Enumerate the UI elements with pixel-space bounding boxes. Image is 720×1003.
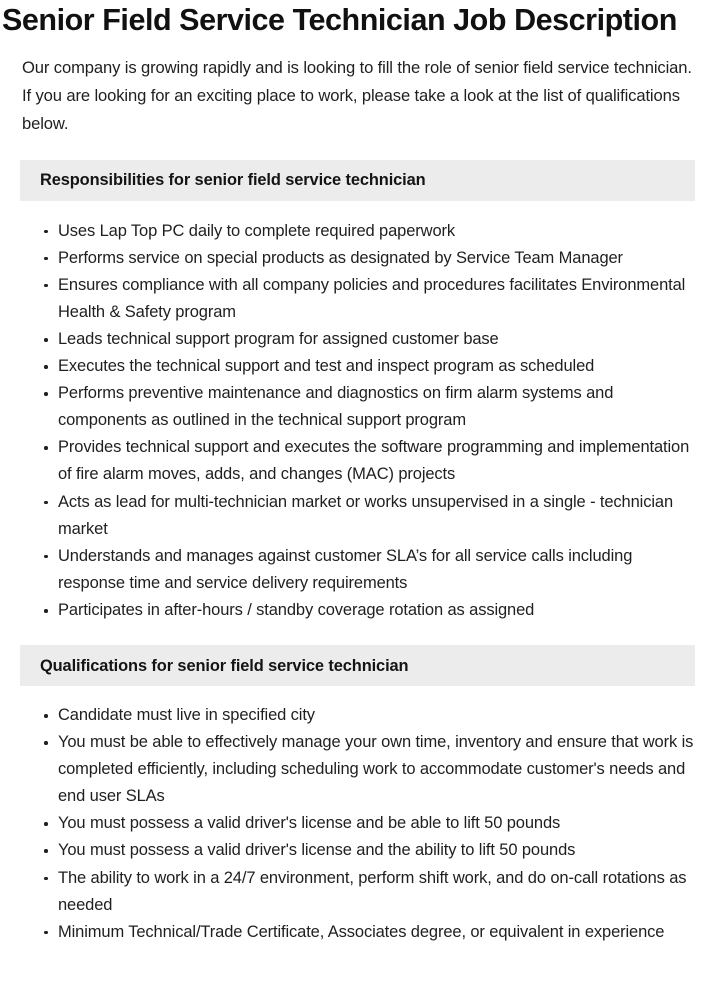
list-item: Leads technical support program for assigned customer base: [0, 326, 720, 353]
list-item: Candidate must live in specified city: [0, 702, 720, 729]
list-item: Acts as lead for multi-technician market or works unsupervised in a single - technician market: [0, 489, 720, 543]
list-item: Performs preventive maintenance and diagnostics on firm alarm systems and components as outlined in the technical support program: [0, 380, 720, 434]
list-item: Participates in after-hours / standby coverage rotation as assigned: [0, 597, 720, 624]
list-item: You must possess a valid driver's license and be able to lift 50 pounds: [0, 810, 720, 837]
section-heading-qualifications: Qualifications for senior field service technician: [40, 656, 409, 675]
list-item: Performs service on special products as designated by Service Team Manager: [0, 245, 720, 272]
qualifications-list: [0, 702, 720, 946]
section-header-band-qualifications: [20, 645, 695, 686]
section-qualifications: [0, 645, 720, 946]
list-item: Ensures compliance with all company policies and procedures facilitates Environmental Health & Safety program: [0, 272, 720, 326]
list-item: Minimum Technical/Trade Certificate, Associates degree, or equivalent in experience: [0, 919, 720, 946]
list-item: The ability to work in a 24/7 environment, perform shift work, and do on-call rotations as needed: [0, 865, 720, 919]
section-header-band-responsibilities: [20, 160, 695, 201]
list-item: Provides technical support and executes the software programming and implementation of fire alarm moves, adds, and changes (MAC) projects: [0, 434, 720, 488]
intro-paragraph: Our company is growing rapidly and is looking to fill the role of senior field service technician. If you are looking for an exciting place to work, please take a look at the list of qualifications below.: [22, 58, 692, 134]
list-item: Uses Lap Top PC daily to complete required paperwork: [0, 218, 720, 245]
responsibilities-list: [0, 218, 720, 624]
section-heading-responsibilities: Responsibilities for senior field service technician: [40, 171, 426, 190]
list-item: Executes the technical support and test and inspect program as scheduled: [0, 353, 720, 380]
list-item: You must be able to effectively manage your own time, inventory and ensure that work is completed efficiently, including scheduling work to accommodate customer's needs and end user SLAs: [0, 729, 720, 810]
section-responsibilities: [0, 160, 720, 624]
page-title: Senior Field Service Technician Job Description: [2, 3, 677, 37]
list-item: You must possess a valid driver's license and the ability to lift 50 pounds: [0, 837, 720, 864]
list-item: Understands and manages against customer SLA’s for all service calls including response time and service delivery requirements: [0, 543, 720, 597]
